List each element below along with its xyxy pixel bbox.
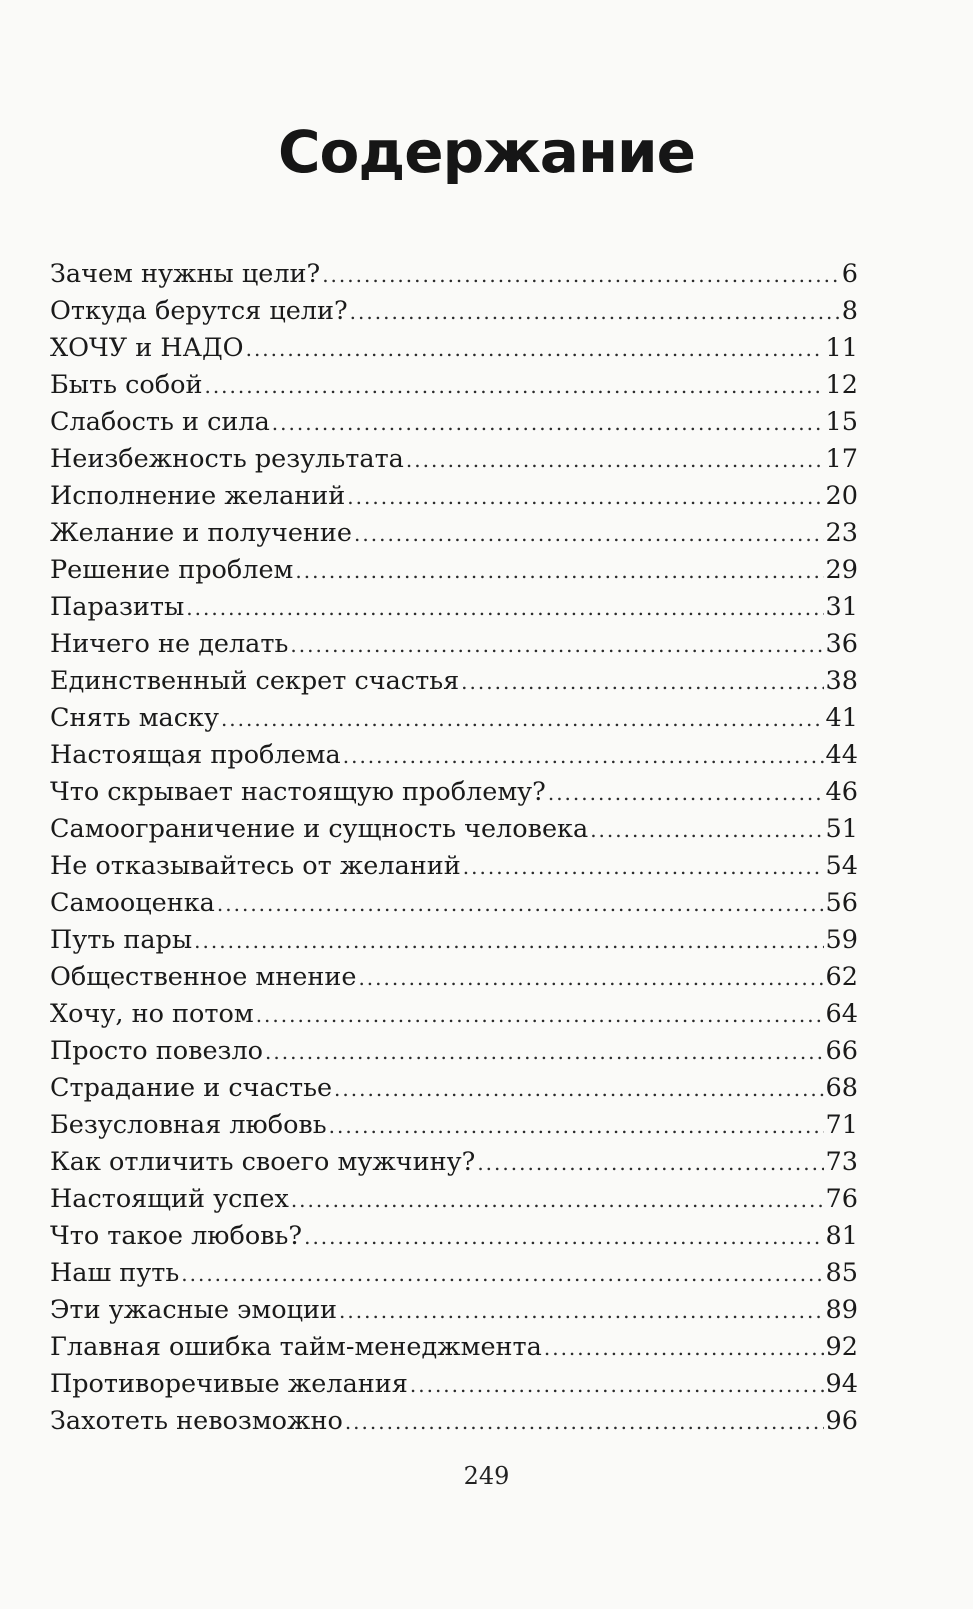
toc-entry-title: Самооценка: [50, 888, 215, 918]
toc-entry-title: Быть собой: [50, 370, 203, 400]
toc-entry-title: Настоящий успех: [50, 1184, 289, 1214]
toc-entry-page: 12: [825, 370, 858, 400]
toc-entry: [50, 626, 858, 663]
toc-entry-page: 54: [825, 851, 858, 881]
toc-entry-title: Путь пары: [50, 925, 193, 955]
toc-entry-page: 89: [825, 1295, 858, 1325]
toc-dot-leader: [345, 1404, 824, 1441]
toc-dot-leader: [265, 1034, 824, 1071]
table-of-contents: [50, 256, 858, 1440]
toc-entry-page: 8: [841, 296, 858, 326]
toc-entry: [50, 1329, 858, 1366]
toc-entry-title: Самоограничение и сущность человека: [50, 814, 589, 844]
toc-entry-page: 56: [825, 888, 858, 918]
toc-dot-leader: [358, 960, 823, 997]
toc-entry: [50, 663, 858, 700]
toc-entry: [50, 1144, 858, 1181]
toc-entry-page: 73: [825, 1147, 858, 1177]
toc-entry-title: Страдание и счастье: [50, 1073, 333, 1103]
toc-dot-leader: [186, 590, 823, 627]
toc-dot-leader: [350, 294, 840, 331]
toc-entry-page: 92: [825, 1332, 858, 1362]
toc-entry: [50, 589, 858, 626]
toc-entry: [50, 996, 858, 1033]
toc-entry-title: Что скрывает настоящую проблему?: [50, 777, 546, 807]
toc-entry: [50, 404, 858, 441]
toc-entry-page: 23: [825, 518, 858, 548]
toc-entry-title: Хочу, но потом: [50, 999, 254, 1029]
toc-dot-leader: [256, 997, 824, 1034]
toc-dot-leader: [354, 516, 824, 553]
toc-entry: [50, 256, 858, 293]
toc-dot-leader: [463, 849, 824, 886]
toc-entry-title: ХОЧУ и НАДО: [50, 333, 244, 363]
toc-dot-leader: [204, 368, 823, 405]
toc-entry: [50, 1218, 858, 1255]
toc-dot-leader: [322, 257, 840, 294]
toc-entry-page: 29: [825, 555, 858, 585]
toc-entry: [50, 848, 858, 885]
toc-dot-leader: [295, 553, 823, 590]
toc-entry-page: 81: [825, 1221, 858, 1251]
toc-entry-title: Эти ужасные эмоции: [50, 1295, 338, 1325]
toc-entry-title: Не отказывайтесь от желаний: [50, 851, 461, 881]
toc-entry: [50, 811, 858, 848]
toc-entry: [50, 1292, 858, 1329]
toc-entry: [50, 293, 858, 330]
toc-entry: [50, 367, 858, 404]
toc-entry-title: Исполнение желаний: [50, 481, 346, 511]
toc-entry: [50, 478, 858, 515]
toc-entry-title: Единственный секрет счастья: [50, 666, 460, 696]
toc-entry-page: 20: [825, 481, 858, 511]
toc-dot-leader: [477, 1145, 823, 1182]
toc-dot-leader: [329, 1108, 824, 1145]
toc-dot-leader: [246, 331, 824, 368]
page-number: 249: [463, 1462, 510, 1490]
toc-entry-page: 38: [825, 666, 858, 696]
toc-entry-page: 66: [825, 1036, 858, 1066]
toc-dot-leader: [217, 886, 824, 923]
toc-entry-page: 41: [825, 703, 858, 733]
toc-entry-title: Что такое любовь?: [50, 1221, 303, 1251]
toc-entry-title: Слабость и сила: [50, 407, 270, 437]
toc-entry-title: Желание и получение: [50, 518, 353, 548]
toc-entry: [50, 552, 858, 589]
toc-entry-title: Просто повезло: [50, 1036, 264, 1066]
toc-dot-leader: [339, 1293, 824, 1330]
toc-entry-page: 68: [825, 1073, 858, 1103]
toc-entry: [50, 1366, 858, 1403]
page-title: Содержание: [277, 118, 695, 186]
toc-entry: [50, 774, 858, 811]
toc-entry-page: 71: [825, 1110, 858, 1140]
toc-entry-title: Настоящая проблема: [50, 740, 341, 770]
toc-entry-page: 31: [825, 592, 858, 622]
toc-dot-leader: [194, 923, 823, 960]
toc-entry-title: Общественное мнение: [50, 962, 357, 992]
toc-entry-page: 36: [825, 629, 858, 659]
toc-entry: [50, 737, 858, 774]
toc-dot-leader: [291, 1182, 824, 1219]
toc-entry: [50, 330, 858, 367]
toc-entry: [50, 1070, 858, 1107]
toc-entry-title: Главная ошибка тайм-менеджмента: [50, 1332, 542, 1362]
toc-entry-page: 64: [825, 999, 858, 1029]
toc-entry-page: 44: [825, 740, 858, 770]
toc-dot-leader: [290, 627, 823, 664]
toc-entry-page: 46: [825, 777, 858, 807]
toc-entry: [50, 885, 858, 922]
toc-entry: [50, 1107, 858, 1144]
toc-entry: [50, 1403, 858, 1440]
toc-entry: [50, 959, 858, 996]
toc-entry-page: 76: [825, 1184, 858, 1214]
toc-dot-leader: [343, 738, 824, 775]
toc-entry-page: 15: [825, 407, 858, 437]
toc-entry-title: Снять маску: [50, 703, 219, 733]
toc-entry: [50, 1181, 858, 1218]
toc-dot-leader: [347, 479, 823, 516]
toc-dot-leader: [544, 1330, 824, 1367]
toc-entry-page: 59: [825, 925, 858, 955]
toc-entry-title: Неизбежность результата: [50, 444, 404, 474]
toc-entry-page: 94: [825, 1369, 858, 1399]
toc-entry: [50, 1033, 858, 1070]
toc-entry-page: 51: [825, 814, 858, 844]
toc-dot-leader: [221, 701, 824, 738]
toc-entry-title: Наш путь: [50, 1258, 180, 1288]
toc-entry-title: Откуда берутся цели?: [50, 296, 348, 326]
toc-entry: [50, 441, 858, 478]
toc-dot-leader: [304, 1219, 823, 1256]
toc-entry-title: Как отличить своего мужчину?: [50, 1147, 476, 1177]
toc-entry-title: Зачем нужны цели?: [50, 259, 321, 289]
toc-entry-title: Решение проблем: [50, 555, 294, 585]
toc-entry-title: Противоречивые желания: [50, 1369, 408, 1399]
toc-dot-leader: [548, 775, 824, 812]
toc-dot-leader: [181, 1256, 823, 1293]
toc-dot-leader: [406, 442, 824, 479]
toc-entry-page: 62: [825, 962, 858, 992]
toc-dot-leader: [272, 405, 824, 442]
toc-entry-page: 11: [825, 333, 858, 363]
toc-dot-leader: [590, 812, 823, 849]
toc-dot-leader: [461, 664, 823, 701]
toc-dot-leader: [410, 1367, 824, 1404]
toc-entry-title: Ничего не делать: [50, 629, 289, 659]
toc-entry-page: 17: [825, 444, 858, 474]
toc-entry-page: 6: [841, 259, 858, 289]
toc-entry: [50, 922, 858, 959]
toc-dot-leader: [334, 1071, 824, 1108]
toc-entry-title: Паразиты: [50, 592, 185, 622]
toc-entry-title: Захотеть невозможно: [50, 1406, 343, 1436]
toc-entry: [50, 515, 858, 552]
toc-entry: [50, 700, 858, 737]
toc-entry-title: Безусловная любовь: [50, 1110, 327, 1140]
toc-entry-page: 85: [825, 1258, 858, 1288]
toc-entry: [50, 1255, 858, 1292]
toc-entry-page: 96: [825, 1406, 858, 1436]
